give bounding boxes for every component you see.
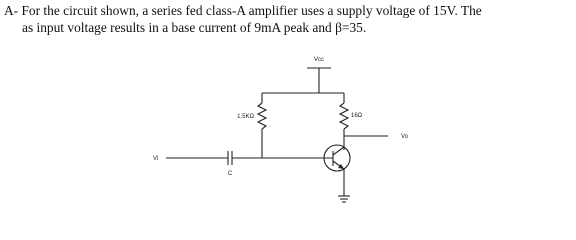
collector-resistor: [340, 103, 348, 129]
transistor-collector: [333, 147, 344, 155]
supply-label: Vcc: [313, 57, 325, 63]
input-label: Vi: [153, 156, 159, 162]
base-resistor-label: 1.5KΩ: [237, 114, 254, 120]
capacitor-label: C: [227, 171, 233, 177]
output-label: Vo: [401, 134, 409, 140]
question-line-2: as input voltage results in a base current of 9mA peak and β=35.: [22, 20, 367, 35]
collector-resistor-label: 16Ω: [351, 113, 363, 119]
question-line-1: A- For the circuit shown, a series fed class-A amplifier uses a supply voltage of 15V. The: [4, 3, 482, 18]
base-resistor: [258, 103, 266, 129]
